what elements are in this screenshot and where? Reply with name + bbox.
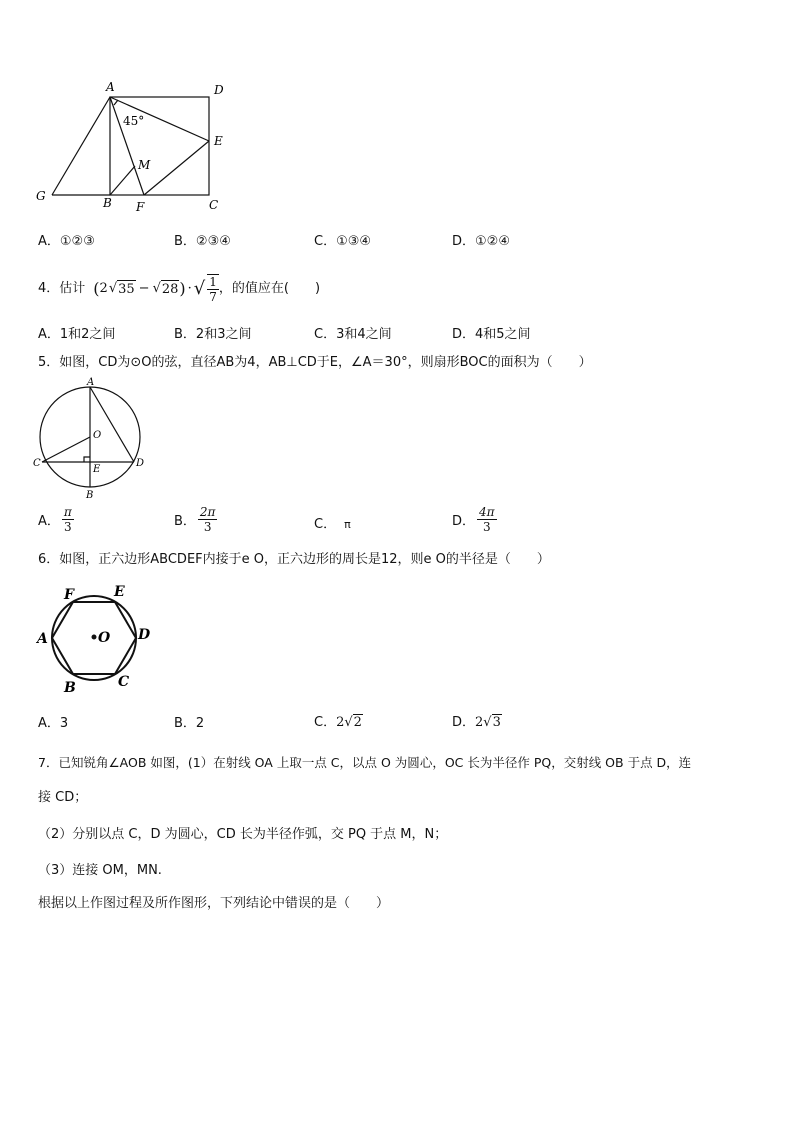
square-abcd [110, 97, 209, 195]
angle-mark [114, 100, 118, 105]
coef: 2 [336, 715, 345, 730]
q4-stem [38, 274, 320, 304]
label-f: F [64, 587, 74, 603]
option-letter: A． [38, 514, 60, 529]
q4-rad1: 35 [118, 281, 135, 297]
q4-option-b[interactable]: B．2和3之间 [174, 327, 252, 342]
geometry-figure-hexagon [34, 578, 164, 698]
segment-fe [144, 141, 209, 195]
label-m: M [138, 158, 151, 172]
q6-option-c[interactable] [314, 711, 363, 730]
segment-ad [90, 387, 134, 462]
frac-num: π [63, 505, 72, 519]
radicand: 3 [492, 715, 501, 730]
fraction [477, 505, 497, 534]
label-b: B [103, 196, 112, 210]
q5-option-a[interactable] [38, 505, 74, 534]
q7-line-2: 接 CD； [38, 790, 88, 805]
option-letter: C． [314, 715, 337, 730]
q4-option-c[interactable]: C．3和4之间 [314, 327, 392, 342]
q7-line-4: （3）连接 OM，MN. [38, 863, 162, 878]
q7-line-3: （2）分别以点 C，D 为圆心，CD 长为半径作弧，交 PQ 于点 M，N； [38, 827, 448, 842]
q4-option-a[interactable]: A．1和2之间 [38, 327, 116, 342]
label-c: C [118, 674, 130, 690]
coef: 2 [475, 715, 484, 730]
option-letter: C． [314, 517, 337, 532]
fraction [198, 505, 218, 534]
frac-num: 4π [479, 505, 495, 519]
option-letter: D． [452, 514, 476, 529]
label-o: O [98, 630, 111, 646]
label-b: B [64, 680, 76, 696]
q3-option-b[interactable]: B．②③④ [174, 234, 231, 249]
q4-option-d[interactable]: D．4和5之间 [452, 327, 531, 342]
label-f: F [136, 200, 145, 214]
q4-rad2: 28 [161, 281, 179, 297]
label-o: O [93, 430, 102, 441]
segment-bm [110, 166, 135, 195]
label-e: E [214, 134, 223, 148]
q5-option-c[interactable] [314, 513, 351, 532]
angle-label: 45° [123, 114, 145, 128]
option-value: π [344, 518, 351, 531]
sqrt-sign: √ [108, 281, 118, 296]
sqrt-sign: √ [152, 281, 161, 296]
q4-suffix: ，的值应在( ) [218, 281, 321, 296]
center-point [92, 635, 97, 640]
q4-coef: 2 [99, 281, 108, 296]
paren-close: ) [179, 279, 186, 298]
q4-prefix: 4．估计 [38, 281, 86, 296]
q5-option-d[interactable] [452, 505, 497, 534]
label-c: C [33, 458, 41, 469]
q4-fraction [207, 274, 219, 304]
frac-den: 3 [482, 520, 491, 534]
radicand: 2 [353, 715, 362, 730]
label-c: C [209, 198, 219, 212]
option-letter: D． [452, 715, 476, 730]
label-e: E [114, 584, 125, 600]
label-e: E [93, 464, 101, 475]
geometry-figure-circle [30, 374, 160, 504]
sqrt-sign: √ [483, 715, 492, 730]
q7-line-1: 7．已知锐角∠AOB 如图，(1）在射线 OA 上取一点 C，以点 O 为圆心，OC 长为半径作 PQ，交射线 OB 于点 D，连 [38, 755, 692, 770]
q3-option-c[interactable]: C．①③④ [314, 234, 372, 249]
segment-oc [42, 437, 90, 462]
label-d: D [136, 458, 145, 469]
dot-operator: · [187, 281, 192, 296]
paren-open: ( [93, 279, 100, 298]
q6-option-b[interactable]: B．2 [174, 716, 205, 731]
q4-frac-den: 7 [209, 290, 217, 304]
label-a: A [87, 377, 95, 388]
q6-option-a[interactable]: A．3 [38, 716, 69, 731]
frac-num: 2π [199, 505, 216, 519]
label-b: B [86, 490, 94, 501]
sqrt-sign: √ [344, 715, 353, 730]
geometry-figure-square [30, 78, 240, 218]
q4-frac-num: 1 [209, 275, 217, 289]
label-a: A [37, 631, 48, 647]
q4-minus: − [138, 281, 150, 296]
q6-option-d[interactable] [452, 711, 502, 730]
q3-option-d[interactable]: D．①②④ [452, 234, 510, 249]
q6-stem: 6．如图，正六边形ABCDEF内接于e O，正六边形的周长是12，则e O的半径是（ ） [38, 552, 550, 567]
option-letter: B． [174, 514, 196, 529]
q3-option-a[interactable]: A．①②③ [38, 234, 95, 249]
segment-af [110, 97, 144, 195]
frac-den: 3 [64, 520, 72, 534]
q5-option-b[interactable] [174, 505, 217, 534]
label-d: D [214, 83, 224, 97]
right-angle-mark [84, 457, 90, 462]
label-d: D [138, 627, 151, 643]
label-a: A [106, 80, 115, 94]
frac-den: 3 [203, 520, 212, 534]
label-g: G [36, 189, 46, 203]
q7-line-5: 根据以上作图过程及所作图形，下列结论中错误的是（ ） [38, 896, 390, 911]
fraction [62, 505, 74, 534]
segment-ag [52, 97, 110, 195]
sqrt-sign: √ [193, 278, 206, 299]
q5-stem: 5．如图，CD为⊙O的弦，直径AB为4，AB⊥CD于E，∠A＝30°，则扇形BOC的面积为（ ） [38, 355, 592, 370]
